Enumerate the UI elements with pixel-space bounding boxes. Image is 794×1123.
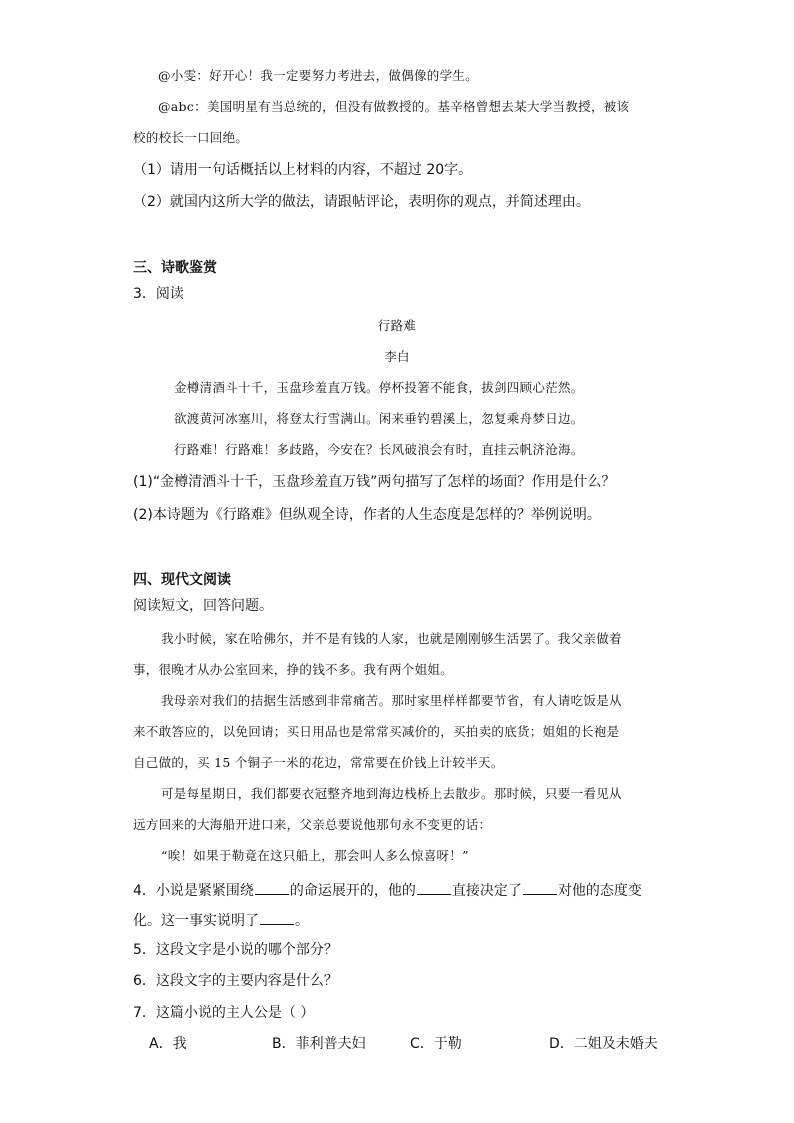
q5: 5．这段文字是小说的哪个部分？ [133, 942, 338, 958]
comment-abc: @abc：美国明星有当总统的，但没有做教授的。基辛格曾想去某大学当教授，被该 [158, 99, 630, 114]
poem-title: 行路难 [377, 318, 417, 333]
q4-text: 化。这一事实说明了 [133, 913, 259, 929]
answer-blank[interactable] [255, 880, 289, 895]
passage-line: 我母亲对我们的拮据生活感到非常痛苦。那时家里样样都要节省，有人请吃饭是从 [161, 693, 622, 708]
q4-text: 的命运展开的，他的 [289, 883, 416, 899]
comment-abc-cont: 校的校长一口回绝。 [133, 130, 249, 145]
answer-blank[interactable] [417, 880, 451, 895]
section4-heading: 四、现代文阅读 [133, 572, 231, 588]
q6: 6．这段文字的主要内容是什么？ [133, 973, 338, 989]
q3-sub1: (1)“金樽清酒斗十千，玉盘珍羞直万钱”两句描写了怎样的场面？作用是什么？ [133, 474, 616, 490]
option-c[interactable]: C．于勒 [410, 1036, 462, 1052]
q4-text: 直接决定了 [451, 883, 522, 899]
q2-sub1: （1）请用一句话概括以上材料的内容，不超过 20字。 [133, 162, 473, 178]
q4-text: 4．小说是紧紧围绕 [133, 883, 254, 899]
q4-text: 。 [295, 913, 309, 929]
option-a[interactable]: A．我 [149, 1036, 187, 1052]
passage-line: 事，很晚才从办公室回来，挣的钱不多。我有两个姐姐。 [133, 662, 454, 677]
poem-line: 金樽清酒斗十千，玉盘珍羞直万钱。停杯投箸不能食，拔剑四顾心茫然。 [174, 380, 584, 395]
poem-author: 李白 [384, 349, 410, 364]
option-d[interactable]: D．二姐及未婚夫 [549, 1036, 658, 1052]
section3-heading: 三、诗歌鉴赏 [133, 260, 217, 276]
answer-blank[interactable] [260, 910, 294, 925]
q4-line2 [133, 910, 309, 931]
answer-blank[interactable] [523, 880, 557, 895]
poem-line: 欲渡黄河冰塞川，将登太行雪满山。闲来垂钓碧溪上，忽复乘舟梦日边。 [174, 411, 584, 426]
passage-line: 我小时候，家在哈佛尔，并不是有钱的人家，也就是刚刚够生活罢了。我父亲做着 [161, 631, 622, 646]
q4-text: 对他的态度变 [557, 883, 642, 899]
q3-sub2: (2)本诗题为《行路难》但纵观全诗，作者的人生态度是怎样的？举例说明。 [133, 507, 601, 523]
comment-xiaowen: @小雯：好开心！我一定要努力考进去，做偶像的学生。 [158, 68, 479, 83]
section4-intro: 阅读短文，回答问题。 [133, 598, 273, 614]
passage-line: 可是每星期日，我们都要衣冠整齐地到海边栈桥上去散步。那时候，只要一看见从 [161, 786, 622, 801]
q7: 7．这篇小说的主人公是（ ） [133, 1005, 315, 1021]
poem-line: 行路难！行路难！多歧路，今安在？长风破浪会有时，直挂云帆济沧海。 [174, 442, 584, 457]
option-b[interactable]: B．菲利普夫妇 [272, 1036, 366, 1052]
q2-sub2: （2）就国内这所大学的做法，请跟帖评论，表明你的观点，并简述理由。 [133, 194, 590, 210]
passage-line: 自己做的，买 15 个铜子一米的花边，常常要在价钱上计较半天。 [133, 755, 504, 770]
q4-line1 [133, 880, 642, 901]
q3-label: 3．阅读 [133, 286, 184, 302]
passage-line: 来不敢答应的，以免回请；买日用品也是常常买减价的，买拍卖的底货；姐姐的长袍是 [133, 724, 620, 739]
passage-line: 远方回来的大海船开进口来，父亲总要说他那句永不变更的话： [133, 817, 492, 832]
passage-line: “唉！如果于勒竟在这只船上，那会叫人多么惊喜呀！” [161, 848, 469, 863]
